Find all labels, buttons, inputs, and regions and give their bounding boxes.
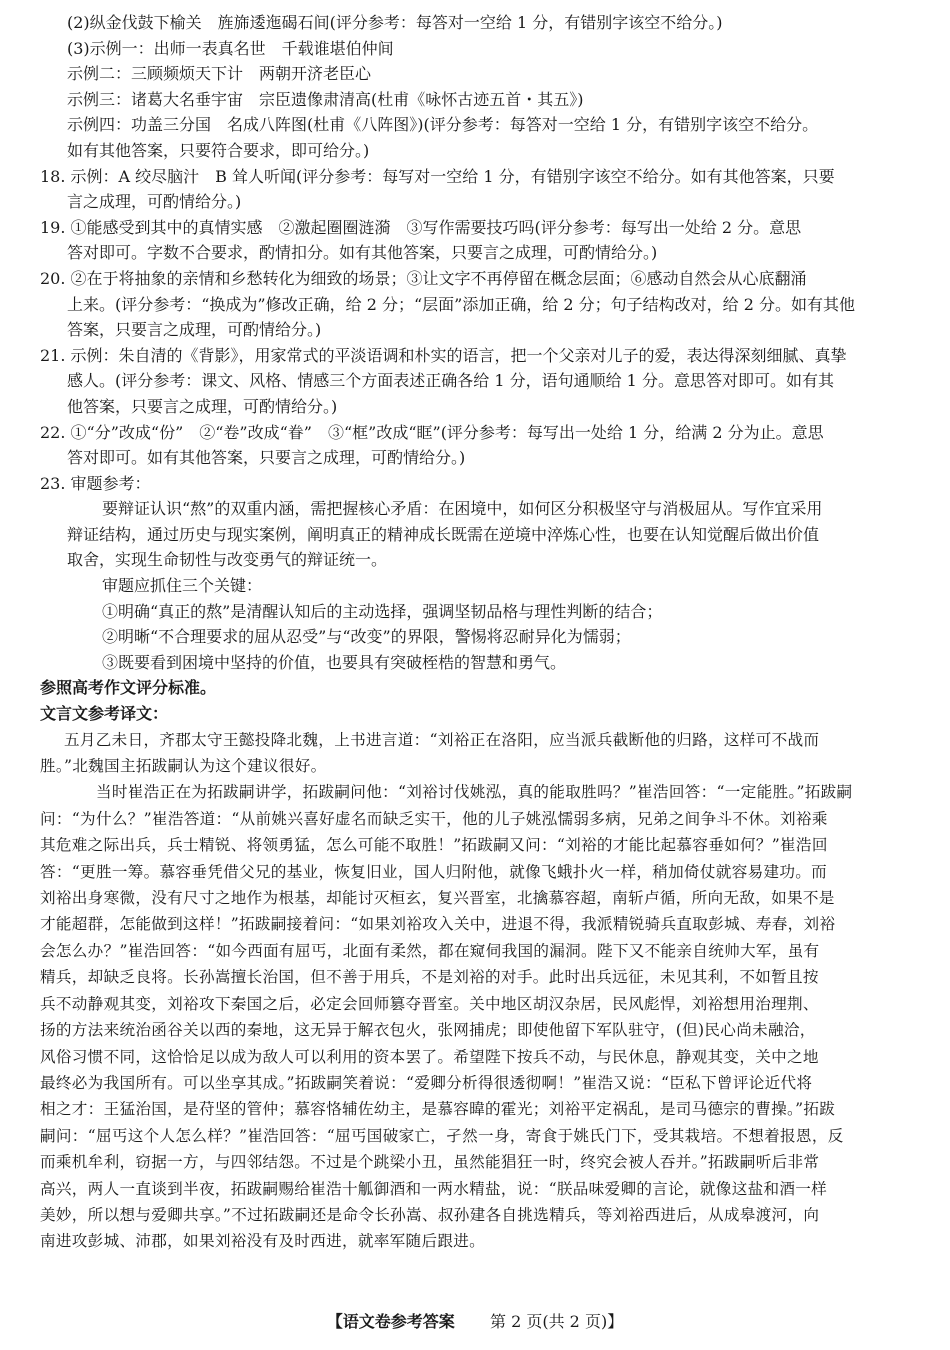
translation-p2-line-5: 刘裕出身寒微，没有尺寸之地作为根基，却能讨灭桓玄，复兴晋室，北擒慕容超，南斩卢循，所向无敌，如果不是	[40, 889, 835, 908]
q19-line-1: 19. ①能感受到其中的真情实感 ②激起圈圈涟漪 ③写作需要技巧吗(评分参考：每写出一处给 2 分。意思	[40, 217, 802, 237]
q21-line-3: 他答案，只要言之成理，可酌情给分。)	[67, 396, 338, 416]
translation-p2-line-14: 嗣问：“屈丐这个人怎么样？”崔浩回答：“屈丐国破家亡，孑然一身，寄食于姚氏门下，受其栽培。不想着报恩，反	[40, 1126, 844, 1145]
q20-line-3: 答案，只要言之成理，可酌情给分。)	[67, 320, 322, 340]
translation-p1-line-2: 胜。”北魏国主拓跋嗣认为这个建议很好。	[40, 757, 327, 776]
translation-p2-line-11: 风俗习惯不同，这恰恰足以成为敌人可以利用的资本罢了。希望陛下按兵不动，与民休息，静观其变，关中之地	[40, 1047, 819, 1066]
q18-line-2: 言之成理，可酌情给分。)	[67, 192, 242, 212]
q21-line-1: 21. 示例：朱自清的《背影》，用家常式的平淡语调和朴实的语言，把一个父亲对儿子的爱，表达得深刻细腻、真挚	[40, 345, 847, 365]
translation-p2-line-17: 美妙，所以想与爱卿共享。”不过拓跋嗣还是命令长孙嵩、叔孙建各自挑选精兵，等刘裕西进后，从成皋渡河，向	[40, 1205, 820, 1224]
q22-line-2: 答对即可。如有其他答案，只要言之成理，可酌情给分。)	[67, 448, 466, 468]
translation-p2-line-15: 而乘机牟利，窃据一方，与四邻结怨。不过是个跳梁小丑，虽然能猖狂一时，终究会被人吞并。”拓跋嗣听后非常	[40, 1153, 820, 1172]
q23-para-line-1: 要辩证认识“熬”的双重内涵，需把握核心矛盾：在困境中，如何区分积极坚守与消极屈从。写作宜采用	[102, 499, 823, 519]
translation-p2-line-6: 才能超群，怎能做到这样！”拓跋嗣接着问：“如果刘裕攻入关中，进退不得，我派精锐骑兵直取彭城、寿春，刘裕	[40, 915, 836, 934]
footer-title: 【语文卷参考答案	[326, 1312, 455, 1331]
page-footer	[0, 1310, 950, 1334]
q20-line-1: 20. ②在于将抽象的亲情和乡愁转化为细致的场景；③让文字不再停留在概念层面；⑥感动自然会从心底翻涌	[40, 268, 807, 288]
translation-p2-line-7: 会怎么办？”崔浩回答：“如今西面有屈丐，北面有柔然，都在窥伺我国的漏洞。陛下又不能亲自统帅大军，虽有	[40, 941, 820, 960]
q19-line-2: 答对即可。字数不合要求，酌情扣分。如有其他答案，只要言之成理，可酌情给分。)	[67, 243, 658, 263]
q23-keys-intro: 审题应抓住三个关键：	[102, 576, 263, 596]
q20-line-2: 上来。(评分参考：“换成为”修改正确，给 2 分；“层面”添加正确，给 2 分；句子结构改对，给 2 分。如有其他	[67, 294, 856, 314]
q17-line-5: 示例四：功盖三分国 名成八阵图(杜甫《八阵图》)(评分参考：每答对一空给 1 分，有错别字该空不给分。	[67, 115, 819, 135]
translation-p2-line-1: 当时崔浩正在为拓跋嗣讲学，拓跋嗣问他：“刘裕讨伐姚泓，真的能取胜吗？”崔浩回答：“一定能胜。”拓跋嗣	[96, 783, 853, 802]
footer-page-number: 第 2 页(共 2 页)】	[490, 1312, 624, 1331]
q17-line-2: (3)示例一：出师一表真名世 千载谁堪伯仲间	[67, 38, 394, 58]
q23-key-1: ①明确“真正的熬”是清醒认知后的主动选择，强调坚韧品格与理性判断的结合；	[102, 601, 663, 621]
q18-line-1: 18. 示例：A 绞尽脑汁 B 耸人听闻(评分参考：每写对一空给 1 分，有错别字该空不给分。如有其他答案，只要	[40, 166, 835, 186]
translation-p2-line-18: 南进攻彭城、沛郡，如果刘裕没有及时西进，就率军随后跟进。	[40, 1232, 486, 1251]
q23-title: 23. 审题参考：	[40, 473, 151, 493]
translation-p2-line-12: 最终必为我国所有。可以坐享其成。”拓跋嗣笑着说：“爱卿分析得很透彻啊！”崔浩又说：“臣私下曾评论近代将	[40, 1073, 813, 1092]
q17-line-3: 示例二：三顾频烦天下计 两朝开济老臣心	[67, 64, 372, 84]
q22-line-1: 22. ①“分”改成“份” ②“卷”改成“眷” ③“框”改成“眶”(评分参考：每写出一处给 1 分，给满 2 分为止。意思	[40, 422, 824, 442]
translation-p2-line-9: 兵不动静观其变，刘裕攻下秦国之后，必定会回师篡夺晋室。关中地区胡汉杂居，民风彪悍，刘裕想用治理荆、	[40, 994, 819, 1013]
q17-line-4: 示例三：诸葛大名垂宇宙 宗臣遗像肃清高(杜甫《咏怀古迹五首・其五》)	[67, 89, 584, 109]
translation-p2-line-10: 扬的方法来统治函谷关以西的秦地，这无异于解衣包火，张网捕虎；即使他留下军队驻守，(但)民心尚未融洽，	[40, 1021, 816, 1040]
translation-p1-line-1: 五月乙未日，齐郡太守王懿投降北魏，上书进言道：“刘裕正在洛阳，应当派兵截断他的归路，这样可不战而	[64, 730, 820, 749]
q17-line-1: (2)纵金伐鼓下榆关 旌旆逶迤碣石间(评分参考：每答对一空给 1 分，有错别字该空不给分。)	[67, 13, 723, 32]
translation-p2-line-2: 问：“为什么？”崔浩答道：“从前姚兴喜好虚名而缺乏实干，他的儿子姚泓懦弱多病，兄弟之间争斗不休。刘裕乘	[40, 809, 828, 828]
q17-line-6: 如有其他答案，只要符合要求，即可给分。)	[67, 140, 370, 160]
translation-p2-line-13: 相之才：王猛治国，是苻坚的管仲；慕容恪辅佐幼主，是慕容暐的霍光；刘裕平定祸乱，是司马德宗的曹操。”拓跋	[40, 1100, 836, 1119]
translation-p2-line-16: 高兴，两人一直谈到半夜，拓跋嗣赐给崔浩十觚御酒和一两水精盐，说：“朕品味爱卿的言论，就像这盐和酒一样	[40, 1179, 828, 1198]
translation-p2-line-8: 精兵，却缺乏良将。长孙嵩擅长治国，但不善于用兵，不是刘裕的对手。此时出兵远征，未见其利，不如暂且按	[40, 968, 819, 987]
translation-heading: 文言文参考译文：	[40, 704, 169, 724]
q23-key-2: ②明晰“不合理要求的屈从忍受”与“改变”的界限，警惕将忍耐异化为懦弱；	[102, 627, 631, 647]
q23-key-3: ③既要看到困境中坚持的价值，也要具有突破桎梏的智慧和勇气。	[102, 652, 567, 672]
q21-line-2: 感人。(评分参考：课文、风格、情感三个方面表述正确各给 1 分，语句通顺给 1 分。意思答对即可。如有其	[67, 371, 834, 391]
q23-para-line-3: 取舍，实现生命韧性与改变勇气的辩证统一。	[67, 550, 388, 570]
q23-para-line-2: 辩证结构，通过历史与现实案例，阐明真正的精神成长既需在逆境中淬炼心性，也要在认知觉醒后做出价值	[67, 524, 820, 544]
translation-p2-line-3: 其危难之际出兵，兵士精锐、将领勇猛，怎么可能不取胜！”拓跋嗣又问：“刘裕的才能比起慕容垂如何？”崔浩回	[40, 836, 828, 855]
translation-p2-line-4: 答：“更胜一筹。慕容垂凭借父兄的基业，恢复旧业，国人归附他，就像飞蛾扑火一样，稍加倚仗就容易建功。而	[40, 862, 828, 881]
essay-standard-heading: 参照高考作文评分标准。	[40, 678, 217, 698]
